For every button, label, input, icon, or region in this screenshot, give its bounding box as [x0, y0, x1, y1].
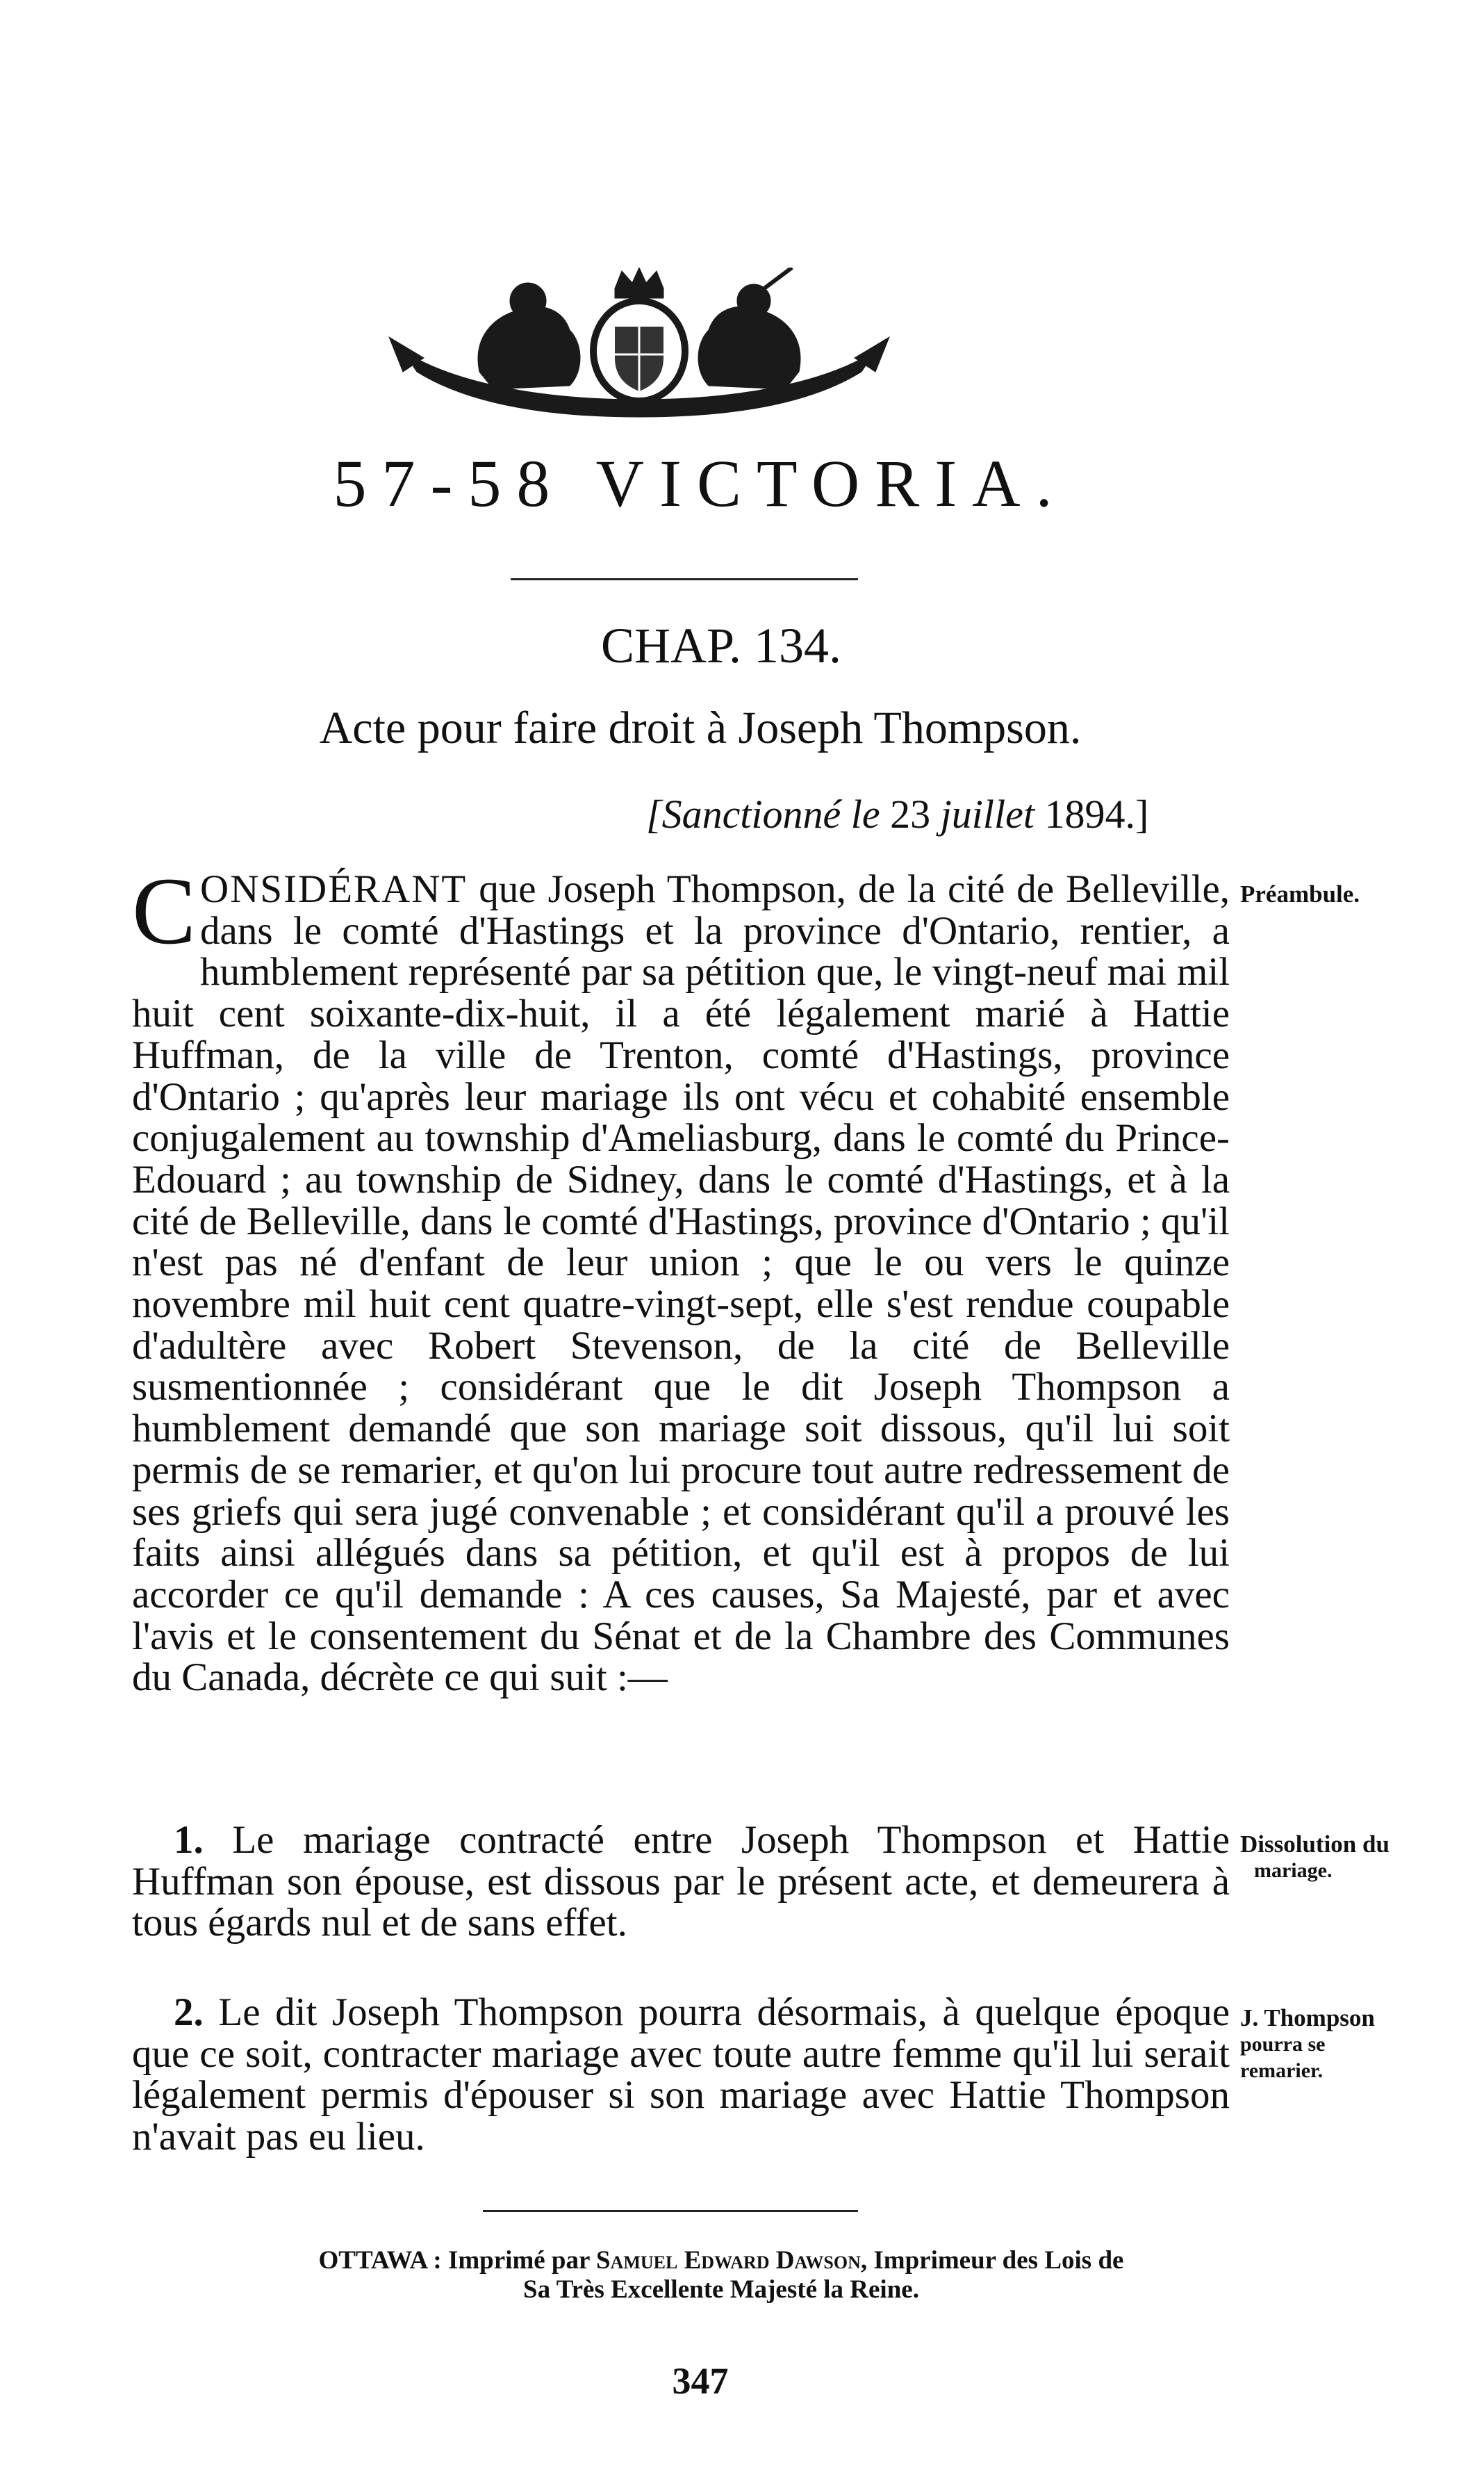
margin-note-preamble: Préambule.	[1240, 881, 1360, 908]
bottom-divider	[483, 2210, 858, 2212]
printer-imprint: OTTAWA : Imprimé par Samuel Edward Dawson, Imprimeur des Lois de Sa Très Excellente Majesté la Reine.	[318, 2246, 1124, 2304]
page-number: 347	[672, 2360, 729, 2402]
act-title: Acte pour faire droit à Joseph Thompson.	[319, 703, 1082, 753]
chapter-number: CHAP. 134.	[600, 618, 842, 673]
preamble-text: que Joseph Thompson, de la cité de Belleville, dans le comté d'Hastings et la province d'Ontario, rentier, a humblement représenté par sa pétition que, le vingt-neuf mai mil huit cent soixante-dix-huit, il a été légalement marié à Hattie Huffman, de la ville de Trenton, comté d'Hastings, province d'Ontario ; qu'après leur mariage ils ont vécu et cohabité ensemble conjugalement au township d'Ameliasburg, dans le comté du Prince-Edouard ; au township de Sidney, dans le comté d'Hastings, et à la cité de Belleville, dans le comté d'Hastings, province d'Ontario ; qu'il n'est pas né d'enfant de leur union ; que le ou vers le quinze novembre mil huit cent quatre-vingt-sept, elle s'est rendue coupable d'adultère avec Robert Stevenson, de la cité de Belleville susmentionnée ; considérant que le dit Joseph Thompson a humblement demandé que son mariage soit dissous, qu'il lui soit permis de se remarier, et qu'on lui procure tout autre redressement de ses griefs qui sera jugé convenable ; et considérant qu'il a prouvé les faits ainsi allégués dans sa pétition, et qu'il est à propos de lui accorder ce qu'il demande : A ces causes, Sa Majesté, par et avec l'avis et le consentement du Sénat et de la Chambre des Communes du Canada, décrète ce qui suit :—	[132, 867, 1230, 1700]
section-2-paragraph	[132, 1992, 1230, 2158]
section-1-text: Le mariage contracté entre Joseph Thompson et Hattie Huffman son épouse, est dissous par le présent acte, et demeurera à tous égards nul et de sans effet.	[132, 1818, 1230, 1945]
preamble-paragraph	[132, 858, 1230, 1700]
royal-coat-of-arms-icon	[375, 268, 903, 427]
section-2-text: Le dit Joseph Thompson pourra désormais, à quelque époque que ce soit, contracter mariage avec toute autre femme qu'il lui serait légalement permis d'épouser si son mariage avec Hattie Thompson n'avait pas eu lieu.	[132, 1990, 1230, 2159]
regnal-year-heading: 57-58 VICTORIA.	[333, 446, 1068, 521]
section-1-number: 1.	[174, 1818, 204, 1862]
margin-note-section-1: Dissolution du mariage.	[1240, 1831, 1390, 1882]
section-1-paragraph	[132, 1819, 1230, 1944]
margin-note-section-2: J. Thompson pourra se remarier.	[1240, 2004, 1375, 2082]
section-2-number: 2.	[174, 1990, 204, 2034]
sanction-date: [Sanctionné le 23 juillet 1894.]	[646, 792, 1149, 837]
preamble-lead-word: ONSIDÉRANT	[200, 867, 468, 911]
top-divider	[511, 578, 858, 580]
drop-cap: C	[132, 858, 197, 964]
